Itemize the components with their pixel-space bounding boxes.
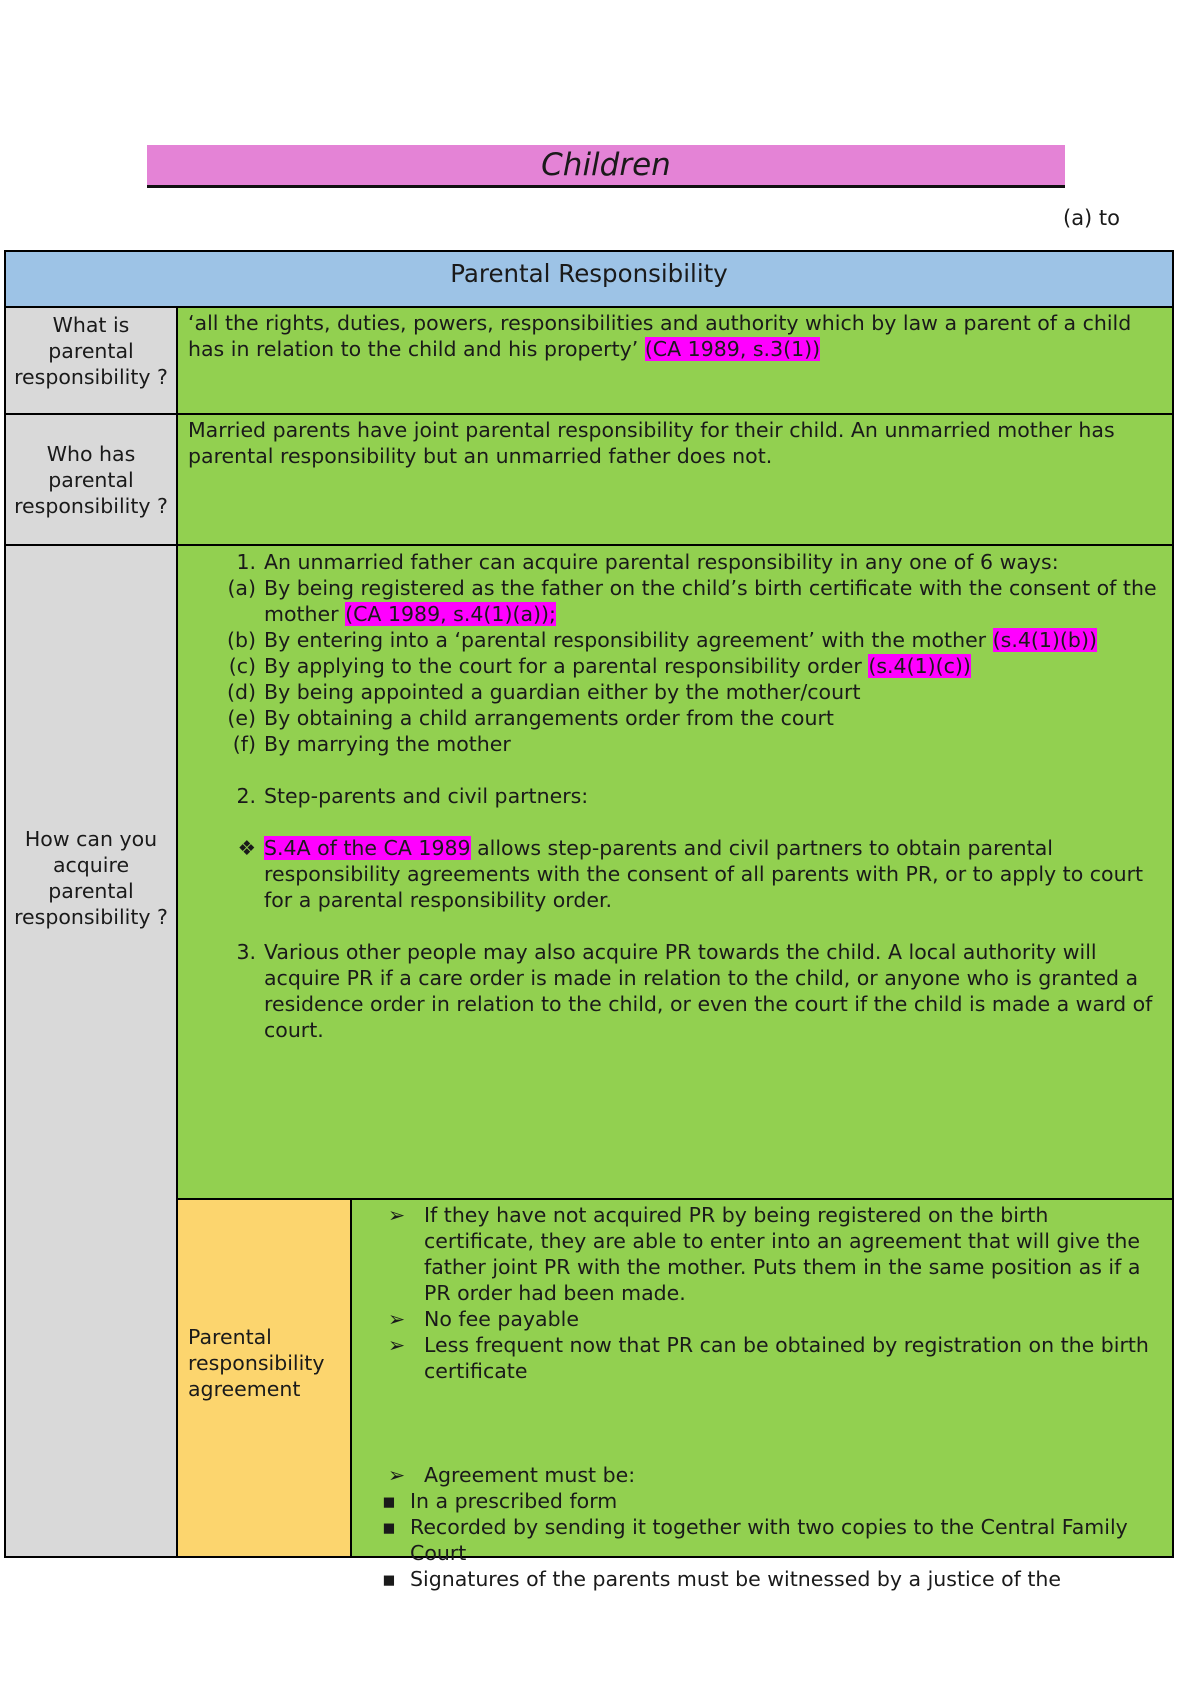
list-letter: (d)	[226, 680, 256, 704]
list-item	[222, 653, 1164, 679]
page-title: Children	[147, 145, 1065, 188]
square-bullet-icon: ▪	[382, 1489, 396, 1513]
agreement-requirement: Recorded by sending it together with two copies to the Central Family Court	[410, 1515, 1128, 1565]
way-text: By entering into a ‘parental responsibility agreement’ with the mother	[264, 628, 987, 652]
list-letter: (b)	[226, 628, 256, 652]
row-answer-who-has-pr	[176, 413, 1174, 546]
point-text: Step-parents and civil partners:	[264, 784, 589, 808]
list-item	[352, 1462, 1164, 1488]
numbered-point-2	[222, 783, 1164, 809]
arrow-bullet-icon: ➢	[388, 1203, 406, 1227]
citation-highlight: S.4A of the CA 1989	[264, 836, 471, 860]
list-letter: (e)	[227, 706, 256, 730]
arrow-bullet-icon: ➢	[388, 1333, 406, 1357]
row-label-text: What is parental responsibility ?	[14, 313, 168, 389]
citation-highlight: (CA 1989, s.3(1))	[644, 337, 821, 361]
way-text: By obtaining a child arrangements order from the court	[264, 706, 834, 730]
list-item	[352, 1202, 1164, 1306]
agreement-requirement: In a prescribed form	[410, 1489, 618, 1513]
diamond-bullet-icon: ❖	[237, 836, 256, 860]
way-text: By applying to the court for a parental responsibility order	[264, 654, 862, 678]
agreement-details-cell	[350, 1198, 1174, 1591]
arrow-bullet-icon: ➢	[388, 1307, 406, 1331]
citation-highlight: (s.4(1)(c))	[868, 654, 971, 678]
row-label-text: Who has parental responsibility ?	[14, 441, 168, 518]
list-item	[352, 1306, 1164, 1332]
row-label-what-is-pr	[4, 306, 178, 415]
list-letter: (c)	[228, 654, 256, 678]
point-text: An unmarried father can acquire parental responsibility in any one of 6 ways:	[264, 550, 1059, 574]
citation-highlight: (CA 1989, s.4(1)(a));	[345, 602, 556, 626]
agreement-requirement: Signatures of the parents must be witnessed by a justice of the	[410, 1567, 1062, 1591]
pr-definition-quote: ‘all the rights, duties, powers, responsibilities and authority which by law a parent of a child has in relation to the child and his property’	[188, 311, 1132, 361]
reference-note: (a) to	[1063, 206, 1121, 230]
list-number: 2.	[236, 784, 256, 808]
agreement-point: Less frequent now that PR can be obtained by registration on the birth certificate	[424, 1333, 1149, 1383]
list-item	[222, 835, 1164, 913]
numbered-point-1	[222, 549, 1164, 575]
citation-highlight: (s.4(1)(b))	[992, 628, 1097, 652]
row-label-who-has-pr	[4, 413, 178, 546]
square-bullet-icon: ▪	[382, 1567, 396, 1591]
way-text: By being appointed a guardian either by the mother/court	[264, 680, 861, 704]
list-number: 1.	[236, 550, 256, 574]
agreement-label-cell	[176, 1198, 352, 1558]
list-item	[222, 731, 1164, 757]
who-has-pr-text: Married parents have joint parental responsibility for their child. An unmarried mother has parental responsibility but an unmarried father does not.	[188, 418, 1115, 468]
agreement-point: If they have not acquired PR by being registered on the birth certificate, they are able to enter into an agreement that will give the father joint PR with the mother. Puts them in the same position as if a PR order had been made.	[424, 1203, 1141, 1305]
row-answer-how-to-acquire-pr	[176, 544, 1174, 1200]
list-letter: (a)	[227, 576, 256, 600]
list-item	[352, 1514, 1164, 1566]
list-item	[222, 705, 1164, 731]
way-text: By marrying the mother	[264, 732, 511, 756]
list-item	[222, 627, 1164, 653]
list-letter: (f)	[232, 732, 256, 756]
list-item	[222, 679, 1164, 705]
row-label-text: How can you acquire parental responsibility ?	[14, 827, 168, 929]
point-text: Various other people may also acquire PR towards the child. A local authority will acquire PR if a care order is made in relation to the child, or anyone who is granted a residence order in relation to the child, or even the court if the child is made a ward of court.	[264, 940, 1153, 1042]
arrow-bullet-icon: ➢	[388, 1463, 406, 1487]
list-number: 3.	[236, 940, 256, 964]
row-answer-what-is-pr	[176, 306, 1174, 415]
parental-responsibility-table	[4, 250, 1174, 1591]
agreement-point: No fee payable	[424, 1307, 579, 1331]
table-heading: Parental Responsibility	[4, 250, 1174, 308]
bullet-text: allows step-parents and civil partners to obtain parental responsibility agreements with the consent of all parents with PR, or to apply to court for a parental responsibility order.	[264, 836, 1144, 912]
agreement-must-be: Agreement must be:	[424, 1463, 636, 1487]
list-item	[222, 575, 1164, 627]
agreement-label: Parental responsibility agreement	[188, 1325, 325, 1401]
numbered-point-3	[222, 939, 1164, 1043]
way-text: By being registered as the father on the child’s birth certificate with the consent of the mother	[264, 576, 1157, 626]
list-item	[352, 1488, 1164, 1514]
list-item	[352, 1332, 1164, 1384]
list-item	[352, 1566, 1164, 1592]
square-bullet-icon: ▪	[382, 1515, 396, 1539]
row-label-how-to-acquire-pr	[4, 544, 178, 1558]
